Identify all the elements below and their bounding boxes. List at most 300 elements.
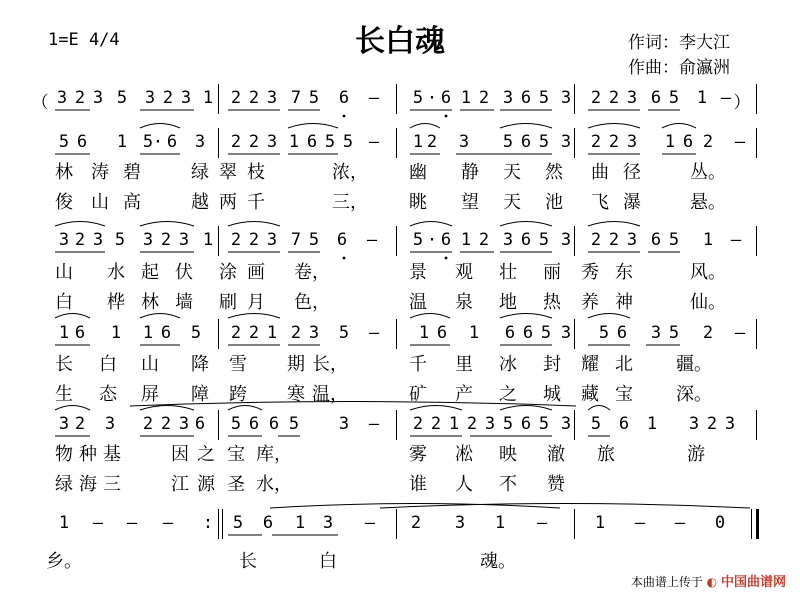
- key-signature: 1=E 4/4: [48, 30, 120, 50]
- note: 3: [458, 132, 470, 152]
- lyric-char: 养: [581, 292, 599, 313]
- note: 5: [668, 323, 680, 343]
- lyric-char: 悬。: [690, 192, 726, 213]
- lyric-char: 降: [191, 354, 209, 375]
- note: ）: [733, 93, 751, 113]
- octave-dot: [343, 115, 346, 118]
- lyric-char: 色，: [294, 292, 330, 313]
- lyric-char: 宝: [615, 384, 633, 405]
- note: —: [674, 513, 686, 533]
- lyric-char: 林: [141, 292, 159, 313]
- lyric-char: 涂: [219, 262, 237, 283]
- note: 3: [626, 88, 638, 108]
- lyric-char: 林: [55, 162, 73, 183]
- note: 2: [608, 132, 620, 152]
- lyric-char: 水: [107, 262, 125, 283]
- lyric-char: 景: [409, 262, 427, 283]
- lyric-char: 水，: [256, 474, 292, 495]
- lyric-char: 飞: [591, 192, 609, 213]
- note: 3: [178, 230, 190, 250]
- lyric-char: 映: [499, 444, 517, 465]
- note: 1: [116, 132, 128, 152]
- lyric-char: 伏: [175, 262, 193, 283]
- lyric-char: 山: [55, 262, 73, 283]
- lyric-char: 浓，: [332, 162, 368, 183]
- note: 1: [696, 88, 708, 108]
- lyric-char: 种: [79, 444, 97, 465]
- note: 3: [194, 132, 206, 152]
- lyric-char: 卷，: [294, 262, 330, 283]
- lyricist-credit: 作词：李大江: [628, 33, 730, 53]
- lyric-char: 冰: [499, 354, 517, 375]
- octave-dot: [445, 115, 448, 118]
- lyric-char: 白: [99, 354, 117, 375]
- note: 5: [540, 323, 552, 343]
- lyric-char: 源: [197, 474, 215, 495]
- note: 2: [410, 513, 422, 533]
- lyric-char: 涛: [91, 162, 109, 183]
- slur: [140, 222, 194, 227]
- note: 6: [436, 323, 448, 343]
- note: 5: [598, 323, 610, 343]
- note: 2: [248, 230, 260, 250]
- lyric-char: 人: [455, 474, 473, 495]
- lyric-char: 寒: [287, 384, 305, 405]
- lyric-char: 千: [409, 354, 427, 375]
- note: 6: [520, 132, 532, 152]
- lyric-char: 基: [103, 444, 121, 465]
- note: 3: [144, 88, 156, 108]
- lyric-char: 白: [55, 292, 73, 313]
- slur: [500, 406, 552, 411]
- lyric-char: 谁: [409, 474, 427, 495]
- lyric-char: 幽: [409, 162, 427, 183]
- note: 1: [58, 513, 70, 533]
- note: 2: [590, 132, 602, 152]
- note: 6: [160, 323, 172, 343]
- note: 3: [560, 132, 572, 152]
- note: 2: [230, 88, 242, 108]
- lyric-char: 观: [455, 262, 473, 283]
- lyric-char: 然: [545, 162, 563, 183]
- lyric-char: 期: [287, 354, 305, 375]
- note: 1: [448, 414, 460, 434]
- note: 5: [190, 323, 202, 343]
- lyric-char: 静: [461, 162, 479, 183]
- note: 5: [412, 230, 424, 250]
- note: 3: [104, 414, 116, 434]
- note: 3: [266, 88, 278, 108]
- note: 3: [92, 230, 104, 250]
- note: 5: [538, 88, 550, 108]
- note: 3: [560, 414, 572, 434]
- lyric-char: 丛。: [690, 162, 726, 183]
- lyric-char: 白: [319, 551, 337, 572]
- note: 1: [294, 513, 306, 533]
- lyric-char: 曲: [591, 162, 609, 183]
- note: 5: [58, 132, 70, 152]
- note: 5: [308, 230, 320, 250]
- lyric-char: 赞: [547, 474, 565, 495]
- lyric-char: 产: [455, 384, 473, 405]
- lyric-char: 魂。: [480, 551, 516, 572]
- lyric-char: 画: [247, 262, 265, 283]
- note: 3: [502, 88, 514, 108]
- note: 6: [306, 132, 318, 152]
- note: 2: [162, 88, 174, 108]
- note: —: [734, 132, 746, 152]
- lyric-char: 俊: [55, 192, 73, 213]
- lyric-char: 疆。: [676, 354, 712, 375]
- note: —: [634, 513, 646, 533]
- lyric-char: 山: [91, 192, 109, 213]
- lyric-char: 天: [503, 192, 521, 213]
- note: 3: [322, 513, 334, 533]
- slur: [662, 124, 696, 129]
- lyric-char: 之: [197, 444, 215, 465]
- lyric-char: 泉: [455, 292, 473, 313]
- note: 5: [324, 132, 336, 152]
- note: 6: [520, 88, 532, 108]
- lyric-char: 城: [543, 384, 561, 405]
- lyric-char: 墙: [175, 292, 193, 313]
- lyric-char: 长: [55, 354, 73, 375]
- lyric-char: 凇: [455, 444, 473, 465]
- note: 5: [590, 414, 602, 434]
- note: 2: [478, 88, 490, 108]
- lyric-char: 三: [103, 474, 121, 495]
- note: 2: [478, 230, 490, 250]
- lyric-char: 高: [123, 192, 141, 213]
- note: 1: [646, 414, 658, 434]
- footer-brand: 中国曲谱网: [720, 575, 786, 590]
- note: 1: [58, 323, 70, 343]
- slur: [410, 124, 440, 129]
- note: 3: [338, 414, 350, 434]
- note: 0: [714, 513, 726, 533]
- composer-credit: 作曲：俞瀛洲: [628, 58, 730, 78]
- note: 5: [502, 132, 514, 152]
- note: 3: [626, 230, 638, 250]
- note: 2: [706, 414, 718, 434]
- note: 6: [440, 230, 452, 250]
- note: 1: [494, 513, 506, 533]
- note: 6: [262, 513, 274, 533]
- note: 6: [338, 88, 350, 108]
- note: 3: [560, 323, 572, 343]
- note: 5: [668, 88, 680, 108]
- note: 2: [590, 88, 602, 108]
- lyric-char: 雪: [229, 354, 247, 375]
- slur: [500, 124, 552, 129]
- lyric-char: 圣: [227, 474, 245, 495]
- slur: [228, 314, 280, 319]
- lyric-char: 深。: [676, 384, 712, 405]
- lyric-char: 旅: [597, 444, 615, 465]
- lyric-char: 枝: [247, 162, 265, 183]
- lyric-char: 地: [499, 292, 517, 313]
- lyric-char: 风。: [690, 262, 726, 283]
- note: 3: [142, 230, 154, 250]
- note: 1: [266, 323, 278, 343]
- note: 6: [166, 132, 178, 152]
- lyric-char: 越: [191, 192, 209, 213]
- note: 6: [336, 230, 348, 250]
- slur: [588, 124, 640, 129]
- note: 2: [248, 132, 260, 152]
- lyric-char: 障: [191, 384, 209, 405]
- note: 3: [266, 132, 278, 152]
- slur: [140, 406, 194, 411]
- note: 1: [288, 132, 300, 152]
- note: 6: [682, 132, 694, 152]
- note: 1: [142, 323, 154, 343]
- note: 3: [560, 230, 572, 250]
- note: 2: [608, 230, 620, 250]
- note: 5: [142, 132, 154, 152]
- lyric-char: 径: [623, 162, 641, 183]
- note: 6: [522, 323, 534, 343]
- note: 6: [650, 88, 662, 108]
- note: 5: [308, 88, 320, 108]
- note: :: [202, 513, 214, 533]
- note: 6: [248, 414, 260, 434]
- note: —: [368, 414, 380, 434]
- slur: [288, 124, 338, 129]
- note: —: [536, 513, 548, 533]
- note: 2: [74, 414, 86, 434]
- note: 3: [484, 414, 496, 434]
- note: 2: [426, 132, 438, 152]
- slur: [410, 406, 462, 411]
- lyric-char: 长: [239, 551, 257, 572]
- note: 5: [342, 132, 354, 152]
- lyric-char: 物: [55, 444, 73, 465]
- lyric-char: 起: [141, 262, 159, 283]
- lyric-char: 两: [219, 192, 237, 213]
- note: 2: [248, 88, 260, 108]
- slur: [228, 222, 280, 227]
- note: 1: [412, 132, 424, 152]
- note: 5: [230, 414, 242, 434]
- lyric-char: 游: [687, 444, 705, 465]
- note: ·: [426, 230, 438, 250]
- lyric-char: 海: [79, 474, 97, 495]
- note: 5: [116, 88, 128, 108]
- note: 7: [290, 230, 302, 250]
- note: 2: [74, 88, 86, 108]
- slur: [588, 314, 630, 319]
- lyric-char: 北: [615, 354, 633, 375]
- lyric-char: 东: [615, 262, 633, 283]
- slur: [140, 124, 180, 129]
- lyric-char: 温: [409, 292, 427, 313]
- note: —: [92, 513, 104, 533]
- note: 1: [664, 132, 676, 152]
- note: ·: [152, 132, 164, 152]
- note: 1: [468, 323, 480, 343]
- note: 3: [724, 414, 736, 434]
- note: 3: [502, 230, 514, 250]
- lyric-char: 瀑: [623, 192, 641, 213]
- lyric-char: 丽: [543, 262, 561, 283]
- note: —: [720, 88, 732, 108]
- note: 5: [668, 230, 680, 250]
- note: —: [368, 88, 380, 108]
- note: 3: [308, 323, 320, 343]
- lyric-char: 乡。: [46, 551, 82, 572]
- footer-text: 本曲谱上传于: [630, 575, 703, 589]
- lyric-char: 里: [455, 354, 473, 375]
- lyric-char: 三，: [332, 192, 368, 213]
- lyric-char: 翠: [219, 162, 237, 183]
- lyric-char: 月: [247, 292, 265, 313]
- lyric-char: 雾: [409, 444, 427, 465]
- lyric-char: 生: [55, 384, 73, 405]
- note: 5: [502, 414, 514, 434]
- note: 3: [56, 88, 68, 108]
- note: 6: [194, 414, 206, 434]
- note: 3: [626, 132, 638, 152]
- lyric-char: 不: [499, 474, 517, 495]
- note: 3: [454, 513, 466, 533]
- lyric-char: 眺: [409, 192, 427, 213]
- note: 3: [58, 230, 70, 250]
- slur: [500, 222, 552, 227]
- octave-dot: [343, 257, 346, 260]
- note: 6: [618, 414, 630, 434]
- lyric-char: 宝: [227, 444, 245, 465]
- note: 6: [268, 414, 280, 434]
- note: 6: [504, 323, 516, 343]
- note: 3: [178, 414, 190, 434]
- note: 2: [230, 230, 242, 250]
- note: —: [730, 230, 742, 250]
- slur: [55, 314, 90, 319]
- note: 2: [74, 230, 86, 250]
- lyric-char: 千: [247, 192, 265, 213]
- note: 1: [110, 323, 122, 343]
- note: 3: [180, 88, 192, 108]
- lyric-char: 仙。: [690, 292, 726, 313]
- note: 2: [702, 323, 714, 343]
- note: 1: [460, 88, 472, 108]
- slur: [130, 402, 576, 407]
- note: 3: [58, 414, 70, 434]
- slur: [410, 314, 450, 319]
- note: 5: [338, 323, 350, 343]
- slur: [380, 504, 750, 509]
- note: 5: [232, 513, 244, 533]
- note: 5: [412, 88, 424, 108]
- note: 2: [590, 230, 602, 250]
- note: 2: [160, 414, 172, 434]
- note: 2: [412, 414, 424, 434]
- slur: [588, 406, 610, 411]
- note: ·: [426, 88, 438, 108]
- lyric-char: 藏: [581, 384, 599, 405]
- slur: [140, 314, 180, 319]
- lyric-char: 之: [499, 384, 517, 405]
- lyric-char: 天: [503, 162, 521, 183]
- lyric-char: 碧: [123, 162, 141, 183]
- note: —: [364, 513, 376, 533]
- note: 3: [266, 230, 278, 250]
- note: 6: [650, 230, 662, 250]
- lyric-char: 江: [171, 474, 189, 495]
- note: 6: [440, 88, 452, 108]
- footer-credit: [631, 571, 786, 590]
- lyric-char: 神: [615, 292, 633, 313]
- note: —: [368, 132, 380, 152]
- slur: [55, 222, 105, 227]
- note: 2: [290, 323, 302, 343]
- note: —: [734, 323, 746, 343]
- lyric-char: 温，: [312, 384, 348, 405]
- lyric-char: 池: [545, 192, 563, 213]
- lyric-char: 桦: [107, 292, 125, 313]
- note: 2: [248, 323, 260, 343]
- note: （: [31, 93, 49, 113]
- note: 6: [76, 132, 88, 152]
- slur: [588, 222, 640, 227]
- note: 5: [538, 132, 550, 152]
- note: 3: [650, 323, 662, 343]
- note: 1: [202, 230, 214, 250]
- lyric-char: 因: [171, 444, 189, 465]
- note: 6: [74, 323, 86, 343]
- note: 2: [702, 132, 714, 152]
- note: —: [366, 230, 378, 250]
- slur: [228, 406, 262, 411]
- note: 2: [430, 414, 442, 434]
- lyric-char: 壮: [499, 262, 517, 283]
- note: —: [126, 513, 138, 533]
- note: 1: [702, 230, 714, 250]
- note: 1: [460, 230, 472, 250]
- note: 3: [560, 88, 572, 108]
- slur: [55, 406, 90, 411]
- note: 5: [288, 414, 300, 434]
- note: 3: [92, 88, 104, 108]
- slur: [500, 314, 552, 319]
- note: 1: [202, 88, 214, 108]
- note: 6: [520, 230, 532, 250]
- lyric-char: 热: [543, 292, 561, 313]
- lyric-char: 封: [543, 354, 561, 375]
- lyric-char: 澈: [547, 444, 565, 465]
- note: 5: [538, 230, 550, 250]
- lyric-char: 绿: [191, 162, 209, 183]
- lyric-char: 跨: [229, 384, 247, 405]
- lyric-char: 绿: [55, 474, 73, 495]
- lyric-char: 望: [461, 192, 479, 213]
- lyric-char: 屏: [141, 384, 159, 405]
- note: 3: [688, 414, 700, 434]
- note: 2: [230, 323, 242, 343]
- lyric-char: 刷: [219, 292, 237, 313]
- lyric-char: 库，: [256, 444, 292, 465]
- note: 5: [114, 230, 126, 250]
- note: 1: [594, 513, 606, 533]
- lyric-char: 山: [141, 354, 159, 375]
- slur: [410, 222, 452, 227]
- lyric-char: 态: [99, 384, 117, 405]
- octave-dot: [445, 257, 448, 260]
- note: —: [368, 323, 380, 343]
- lyric-char: 秀: [581, 262, 599, 283]
- lyric-char: 耀: [581, 354, 599, 375]
